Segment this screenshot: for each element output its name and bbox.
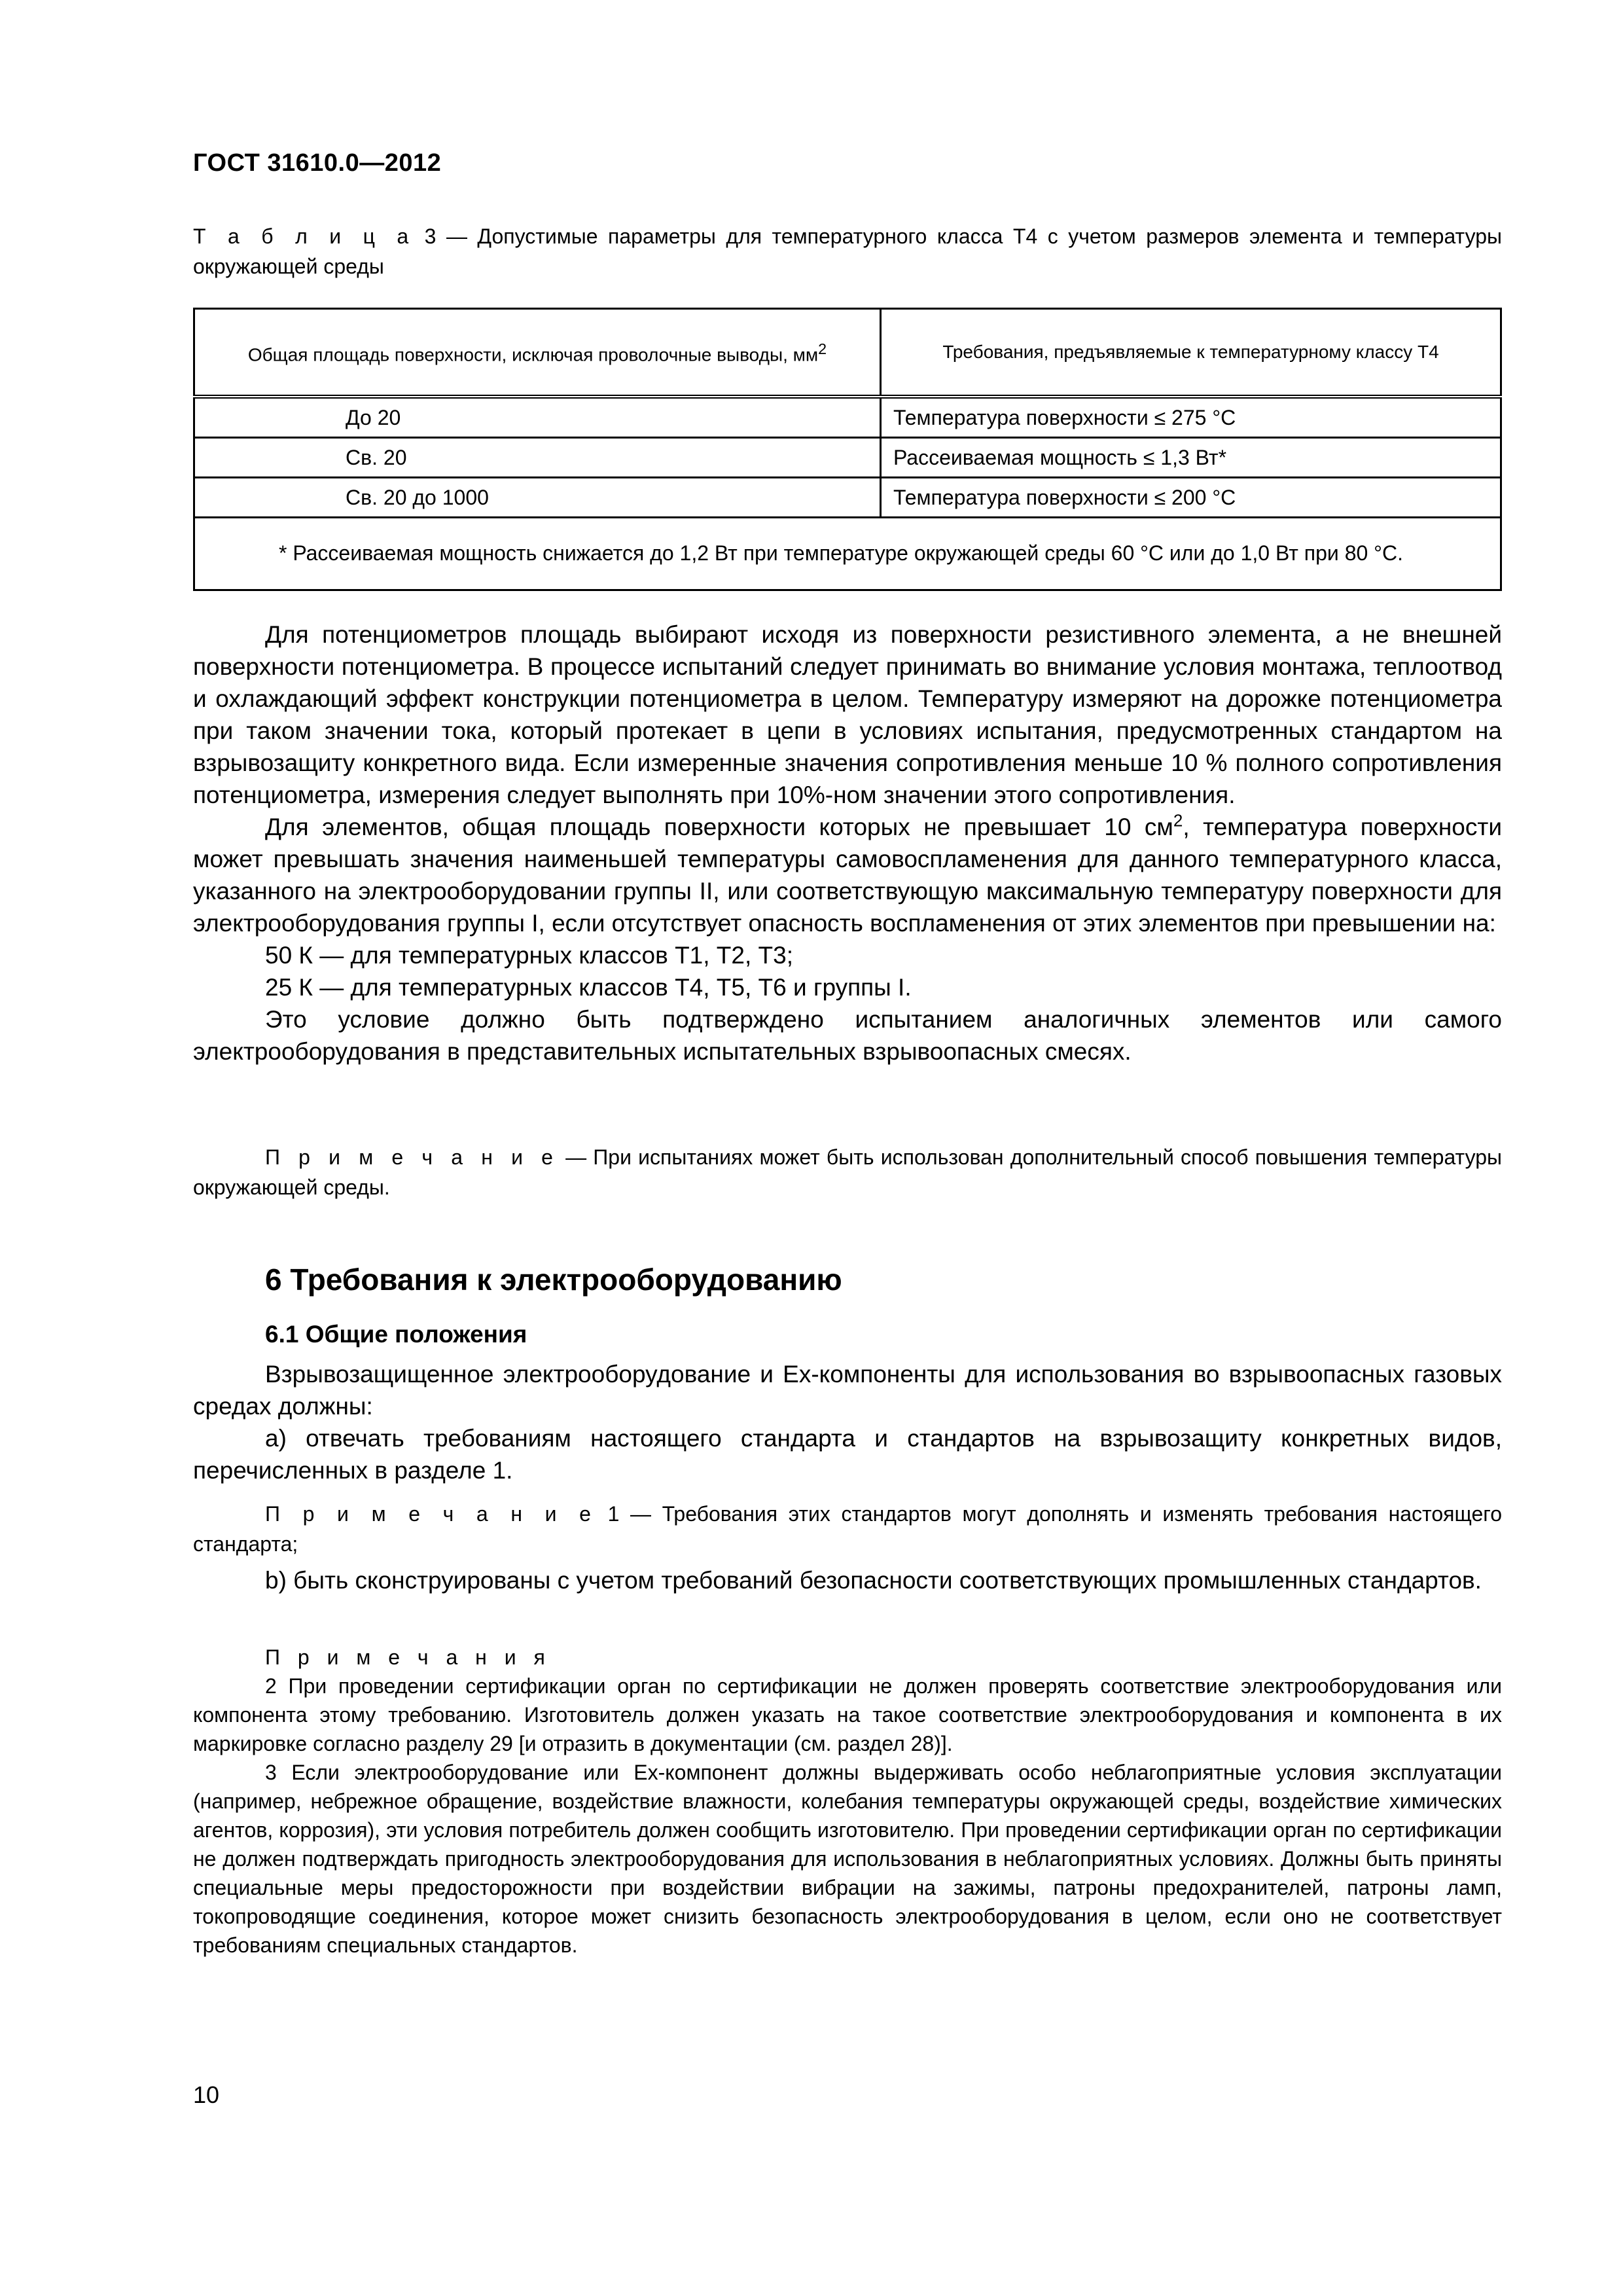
section-title: 6 Требования к электрооборудованию [265,1263,842,1297]
section-intro: Взрывозащищенное электрооборудование и Ex-компоненты для использования во взрывоопасных газовых средах должны: [193,1361,1502,1420]
body-paragraphs [193,619,1502,1067]
notes-block [193,1643,1502,1960]
table-footnote [194,518,1501,590]
table-cell-requirement: Температура поверхности ≤ 275 °С [881,397,1501,438]
list-item-a: а) отвечать требованиям настоящего стандарта и стандартов на взрывозащиту конкретных видов, перечисленных в разделе 1. [193,1425,1502,1484]
table-cell-area: Св. 20 до 1000 [194,478,881,518]
table-caption-text: 3 — Допустимые параметры для температурного класса Т4 с учетом размеров элемента и температуры окружающей среды [193,224,1503,278]
table-header-area-text: Общая площадь поверхности, исключая проволочные выводы, мм [247,344,819,365]
paragraph-potentiometers: Для потенциометров площадь выбирают исходя из поверхности резистивного элемента, а не внешней поверхности потенциометра. В процессе испытаний следует принимать во внимание условия монтажа, теплоотвод и охлаждающий эффект конструкции потенциометра в целом. Температуру измеряют на дорожке потенциометра при таком значении тока, который протекает в цепи в условиях испытания, предусмотренных стандартом на взрывозащиту конкретного вида. Если измеренные значения сопротивления меньше 10 % полного сопротивления потенциометра, измерения следует выполнять при 10%-ном значении этого сопротивления. [193,621,1502,808]
table-cell-requirement: Температура поверхности ≤ 200 °С [881,478,1501,518]
paragraph-confirmation: Это условие должно быть подтверждено испытанием аналогичных элементов или самого электрооборудования в представительных испытательных взрывоопасных смесях. [193,1006,1502,1065]
notes-label [193,1643,1502,1672]
table-cell-area: Св. 20 [194,438,881,478]
note-2: 2 При проведении сертификации орган по сертификации не должен проверять соответствие электрооборудования или компонента этому требованию. Изготовитель должен указать на такое соответствие электрооборудования и компонента в их маркировке согласно разделу 29 [и отразить в документации (см. раздел 28)]. [193,1674,1502,1755]
list-item-50k: 50 К — для температурных классов Т1, Т2, Т3; [265,942,794,969]
table-header-area [194,309,881,397]
table-row [194,478,1501,518]
table-caption [193,221,1502,281]
list-item-25k: 25 К — для температурных классов Т4, Т5, Т6 и группы I. [265,974,912,1001]
section-intro-block [193,1358,1502,1486]
subsection-title: 6.1 Общие положения [265,1321,527,1348]
table-header-area-sup: 2 [818,340,827,358]
document-page [193,0,1502,2296]
table-cell-requirement: Рассеиваемая мощность ≤ 1,3 Вт* [881,438,1501,478]
paragraph-elements [193,811,1502,939]
note-3: 3 Если электрооборудование или Ex-компонент должны выдерживать особо неблагоприятные условия эксплуатации (например, небрежное обращение, воздействие влажности, колебания температуры окружающей среды, воздействие химических агентов, коррозия), эти условия потребитель должен сообщить изготовителю. При проведении сертификации орган по сертификации не должен подтверждать пригодность электрооборудования для использования в неблагоприятных условиях. Должны быть приняты специальные меры предосторожности при воздействии вибрации на зажимы, патроны предохранителей, патроны ламп, токопроводящие соединения, которое может снизить безопасность электрооборудования в целом, если оно не соответствует требованиям специальных стандартов. [193,1761,1502,1957]
note-label: П р и м е ч а н и е [265,1145,559,1169]
table-cell-area: До 20 [194,397,881,438]
table-footnote-row [194,518,1501,590]
table-header-row [194,309,1501,397]
list-item-b: b) быть сконструированы с учетом требований безопасности соответствующих промышленных стандартов. [265,1567,1482,1594]
note-1 [193,1499,1502,1559]
parameters-table [193,308,1502,591]
page-number: 10 [193,2081,220,2108]
table-header-requirement: Требования, предъявляемые к температурному классу Т4 [881,309,1501,397]
paragraph-elements-sup: 2 [1173,810,1183,831]
table-footnote-text: * Рассеиваемая мощность снижается до 1,2 Вт при температуре окружающей среды 60 °С или до 1,0 Вт при 80 °С. [279,541,1403,565]
paragraph-elements-b: , температура поверхности может превышать значения наименьшей температуры самовоспламенения для данного температурного класса, указанного на электрооборудовании группы II, или соответствующую максимальную температуру поверхности для электрооборудования группы I, если отсутствует опасность воспламенения от этих элементов при превышении на: [193,814,1502,937]
table-row [194,438,1501,478]
document-header: ГОСТ 31610.0—2012 [193,149,442,177]
table-row [194,397,1501,438]
table-caption-label: Т а б л и ц а [193,224,415,248]
note-text: — При испытаниях может быть использован дополнительный способ повышения температуры окружающей среды. [193,1145,1503,1199]
notes-label-text: П р и м е ч а н и я [265,1645,551,1669]
note-temperature [193,1142,1502,1202]
list-item-b-block [193,1564,1502,1596]
note-1-label: П р и м е ч а н и е [265,1502,597,1526]
note-1-text: 1 — Требования этих стандартов могут дополнять и изменять требования настоящего стандарта; [193,1502,1503,1556]
paragraph-elements-a: Для элементов, общая площадь поверхности которых не превышает 10 см [265,814,1173,840]
